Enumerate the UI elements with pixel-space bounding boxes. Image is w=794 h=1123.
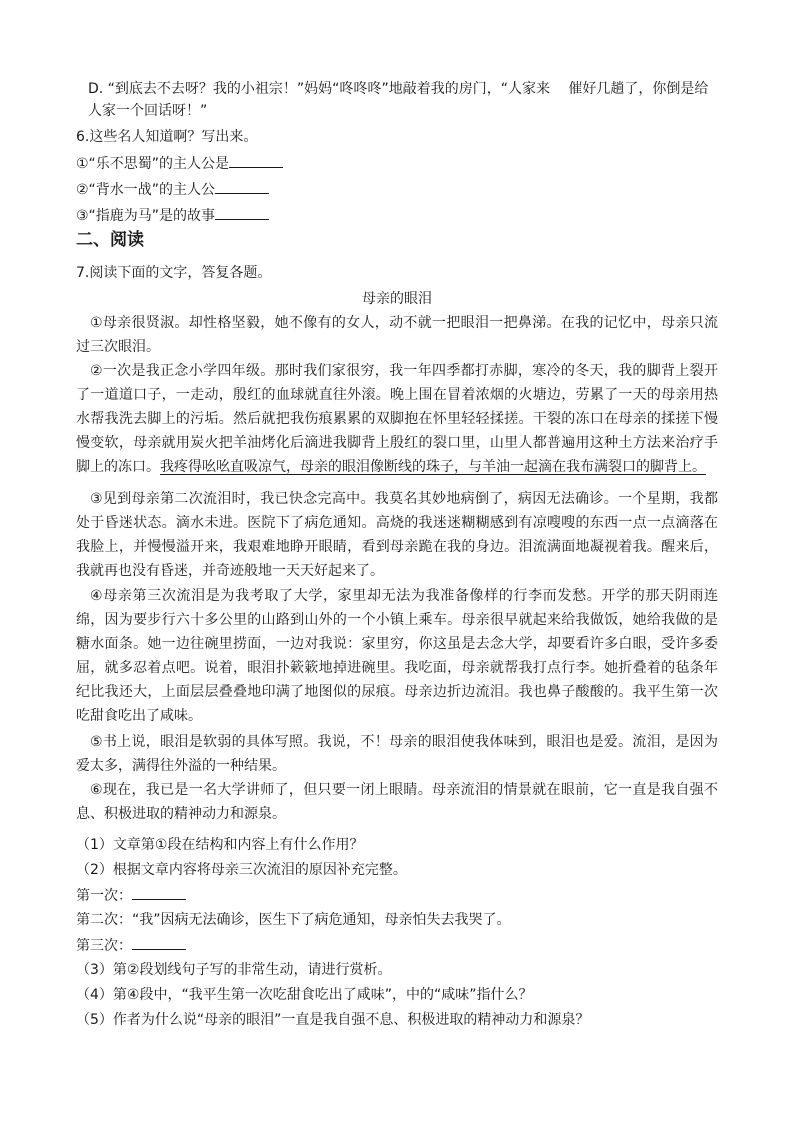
answer-second: 第二次：“我”因病无法确诊，医生下了病危通知，母亲怕失去我哭了。 xyxy=(76,912,511,928)
article-paragraph-4: ④母亲第三次流泪是为我考取了大学，家里却无法为我准备像样的行李而发愁。开学的那天阴雨连绵，因为要步行六十多公里的山路到山外的一个小镇上乘车。母亲很早就起来给我做饭，她给我做的是糖水面条。她一边往碗里捞面，一边对我说：家里穷，你这虽是去念大学，却要看许多白眼，受许多委屈，就多忍着点吧。说着，眼泪扑簌簌地掉进碗里。我吃面，母亲就帮我打点行李。她折叠着的毡条年纪比我还大，上面层层叠叠地印满了地图似的尿痕。母亲边折边流泪。我也鼻子酸酸的。我平生第一次吃甜食吃出了咸味。 xyxy=(76,588,718,724)
q6-item-1 xyxy=(76,153,283,174)
q6-item-2-text: ②“背水一战”的主人公 xyxy=(76,182,216,198)
article-title: 母亲的眼泪 xyxy=(362,291,432,307)
answer-third xyxy=(76,935,186,956)
q6-item-3-text: ③“指鹿为马”是的故事 xyxy=(76,208,216,224)
q6-item-3 xyxy=(76,205,269,226)
answer-blank[interactable] xyxy=(132,885,186,900)
answer-blank[interactable] xyxy=(215,179,269,194)
answer-blank[interactable] xyxy=(215,205,269,220)
sub-question-4: （4）第④段中，“我平生第一次吃甜食吃出了咸味”，中的“咸味”指什么？ xyxy=(76,987,533,1003)
underlined-sentence: 我疼得吆吆直吸凉气，母亲的眼泪像断线的珠子，与羊油一起滴在我布满裂口的脚背上。 xyxy=(160,459,706,475)
article-paragraph-6: ⑥现在，我已是一名大学讲师了，但只要一闭上眼睛。母亲流泪的情景就在眼前，它一直是我自强不息、积极进取的精神动力和源泉。 xyxy=(76,782,718,822)
answer-blank[interactable] xyxy=(132,935,186,950)
article-paragraph-3: ③见到母亲第二次流泪时，我已快念完高中。我莫名其妙地病倒了，病因无法确诊。一个星期，我都处于昏迷状态。滴水未进。医院下了病危通知。高烧的我迷迷糊糊感到有凉嗖嗖的东西一点一点滴落在我脸上，并慢慢溢开来，我艰难地睁开眼睛，看到母亲跪在我的身边。泪流满面地凝视着我。醒来后，我就再也没有昏迷，并奇迹般地一天天好起来了。 xyxy=(76,491,718,579)
section-heading: 二、阅读 xyxy=(76,230,144,250)
paragraph-2-text: ②一次是我正念小学四年级。那时我们家很穷，我一年四季都打赤脚，寒冷的冬天，我的脚背上裂开了一道道口子，一走动，殷红的血球就直往外滚。晚上围在冒着浓烟的火塘边，劳累了一天的母亲用热水帮我洗去脚上的污垢。然后就把我伤痕累累的双脚抱在怀里轻轻揉搓。干裂的冻口在母亲的揉搓下慢慢变软，母亲就用炭火把羊油烤化后滴进我脚背上殷红的裂口里，山里人都普遍用这种土方法来治疗手脚上的冻口。 xyxy=(76,363,718,475)
answer-first xyxy=(76,885,186,906)
option-d-line1: D. “到底去不去呀？我的小祖宗！”妈妈“咚咚咚”地敲着我的房门，“人家来 催好几趟了，你倒是给 xyxy=(88,81,709,97)
article-paragraph-1: ①母亲很贤淑。却性格坚毅，她不像有的女人，动不就一把眼泪一把鼻涕。在我的记忆中，母亲只流过三次眼泪。 xyxy=(76,315,718,355)
article-paragraph-2 xyxy=(76,359,718,479)
article-paragraph-5: ⑤书上说，眼泪是软弱的具体写照。我说，不！母亲的眼泪使我体味到，眼泪也是爱。流泪，是因为爱太多，满得往外溢的一种结果。 xyxy=(76,734,718,774)
q6-prompt: 6.这些名人知道啊？写出来。 xyxy=(76,129,258,145)
sub-question-2: （2）根据文章内容将母亲三次流泪的原因补充完整。 xyxy=(76,862,407,878)
answer-first-label: 第一次： xyxy=(76,888,132,904)
q6-item-1-text: ①“乐不思蜀”的主人公是 xyxy=(76,156,230,172)
sub-question-1: （1）文章第①段在结构和内容上有什么作用？ xyxy=(76,837,364,853)
q6-item-2 xyxy=(76,179,269,200)
answer-third-label: 第三次： xyxy=(76,938,132,954)
q7-prompt: 7.阅读下面的文字，答复各题。 xyxy=(76,265,272,281)
option-d-line2: 人家一个回话呀！” xyxy=(88,103,208,119)
answer-blank[interactable] xyxy=(229,153,283,168)
sub-question-5: （5）作者为什么说“母亲的眼泪”一直是我自强不息、积极进取的精神动力和源泉？ xyxy=(76,1012,590,1028)
sub-question-3: （3）第②段划线句子写的非常生动，请进行赏析。 xyxy=(76,962,392,978)
